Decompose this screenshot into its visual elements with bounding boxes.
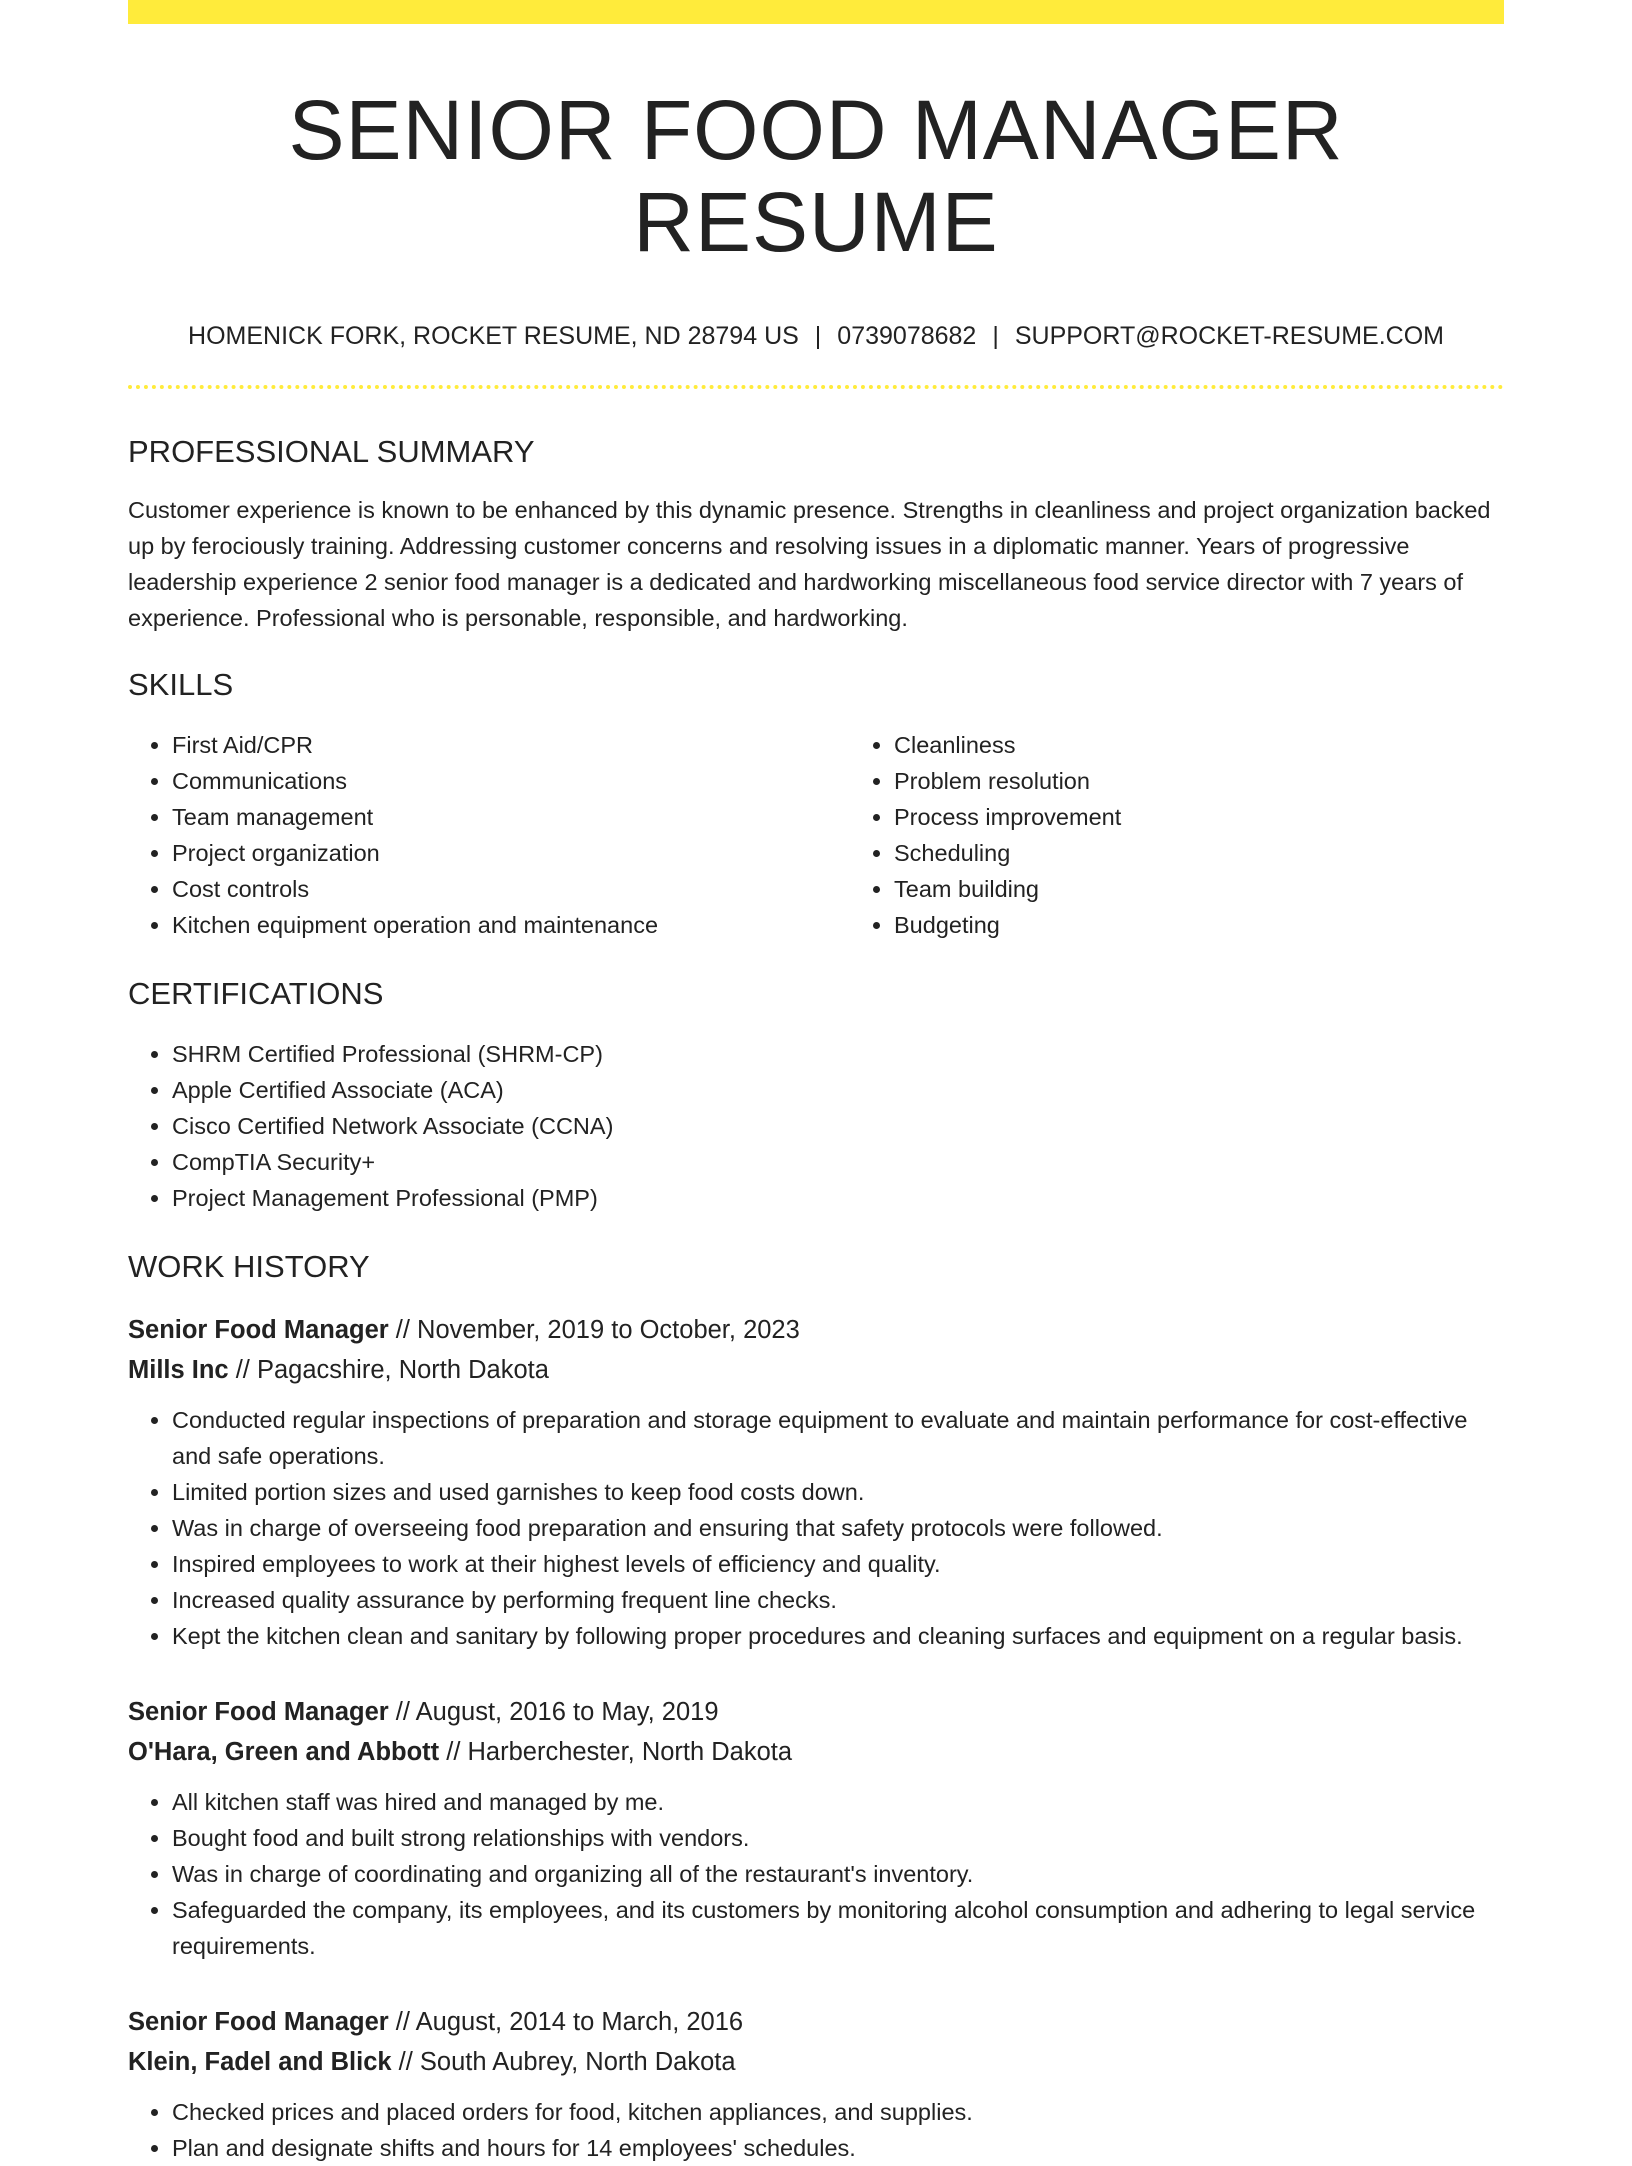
- list-item: • Inspired employees to work at their highest levels of efficiency and quality.: [172, 1546, 1504, 1582]
- list-item: • Plan and designate shifts and hours for 14 employees' schedules.: [172, 2130, 1504, 2166]
- job-entry: [128, 1692, 1504, 1964]
- certifications-heading: CERTIFICATIONS: [128, 976, 384, 1012]
- job-company: Mills Inc: [128, 1355, 229, 1384]
- list-item: • First Aid/CPR: [172, 727, 850, 763]
- job-dates: // August, 2016 to May, 2019: [388, 1697, 719, 1726]
- list-item: • Communications: [172, 763, 850, 799]
- contact-line: [128, 321, 1504, 351]
- list-item: • Team building: [894, 871, 1572, 907]
- list-item: • All kitchen staff was hired and managed by me.: [172, 1784, 1504, 1820]
- job-location: // South Aubrey, North Dakota: [391, 2047, 736, 2076]
- job-title: Senior Food Manager: [128, 1315, 389, 1344]
- contact-separator: |: [992, 321, 999, 350]
- job-company-line: [128, 2042, 1504, 2082]
- list-item: • Cost controls: [172, 871, 850, 907]
- list-item: • Problem resolution: [894, 763, 1572, 799]
- list-item: • Project organization: [172, 835, 850, 871]
- list-item: • Safeguarded the company, its employees, and its customers by monitoring alcohol consumption and adhering to legal service requirements.: [172, 1892, 1504, 1964]
- list-item: • Was in charge of overseeing food preparation and ensuring that safety protocols were followed.: [172, 1510, 1504, 1546]
- job-entry: [128, 2002, 1504, 2166]
- certifications-list: [128, 1036, 1504, 1216]
- contact-separator: |: [814, 321, 822, 350]
- skills-heading: SKILLS: [128, 666, 234, 702]
- job-company: O'Hara, Green and Abbott: [128, 1737, 440, 1766]
- list-item: • Cleanliness: [894, 727, 1572, 763]
- job-company-line: [128, 1732, 1504, 1772]
- list-item: • Conducted regular inspections of preparation and storage equipment to evaluate and maintain performance for cost-effective and safe operations.: [172, 1402, 1504, 1474]
- list-item: • Increased quality assurance by performing frequent line checks.: [172, 1582, 1504, 1618]
- job-title: Senior Food Manager: [128, 1697, 389, 1726]
- list-item: • Bought food and built strong relationships with vendors.: [172, 1820, 1504, 1856]
- list-item: • SHRM Certified Professional (SHRM-CP): [172, 1036, 1504, 1072]
- list-item: • Checked prices and placed orders for food, kitchen appliances, and supplies.: [172, 2094, 1504, 2130]
- contact-email[interactable]: SUPPORT@ROCKET-RESUME.COM: [1014, 321, 1444, 350]
- resume-page: [128, 0, 1504, 2166]
- list-item: • Limited portion sizes and used garnishes to keep food costs down.: [172, 1474, 1504, 1510]
- summary-heading: PROFESSIONAL SUMMARY: [128, 433, 535, 469]
- skills-list-left: [128, 727, 850, 943]
- list-item: • Project Management Professional (PMP): [172, 1180, 1504, 1216]
- work-history-heading: WORK HISTORY: [128, 1249, 370, 1285]
- job-dates: // August, 2014 to March, 2016: [388, 2007, 744, 2036]
- job-bullets: [128, 1784, 1504, 1964]
- skills-list-right: [850, 727, 1572, 943]
- job-dates: // November, 2019 to October, 2023: [388, 1315, 800, 1344]
- job-bullets: [128, 1402, 1504, 1654]
- summary-text: Customer experience is known to be enhanced by this dynamic presence. Strengths in cleanliness and project organization backed up by ferociously training. Addressing customer concerns and resolving issues in a diplomatic manner. Years of progressive leadership experience 2 senior food manager is a dedicated and hardworking miscellaneous food service director with 7 years of experience. Professional who is personable, responsible, and hardworking.: [128, 496, 1491, 631]
- list-item: • Was in charge of coordinating and organizing all of the restaurant's inventory.: [172, 1856, 1504, 1892]
- job-bullets: [128, 2094, 1504, 2166]
- list-item: • CompTIA Security+: [172, 1144, 1504, 1180]
- skills-columns: [128, 727, 1504, 943]
- contact-phone: 0739078682: [837, 321, 977, 350]
- list-item: • Kitchen equipment operation and maintenance: [172, 907, 850, 943]
- list-item: • Scheduling: [894, 835, 1572, 871]
- job-company-line: [128, 1350, 1504, 1390]
- job-title-line: [128, 1310, 1504, 1350]
- job-title: Senior Food Manager: [128, 2007, 389, 2036]
- job-location: // Pagacshire, North Dakota: [228, 1355, 549, 1384]
- resume-title: SENIOR FOOD MANAGER RESUME: [288, 83, 1344, 270]
- job-entry: [128, 1310, 1504, 1654]
- contact-address: HOMENICK FORK, ROCKET RESUME, ND 28794 US: [188, 321, 799, 350]
- list-item: • Cisco Certified Network Associate (CCNA): [172, 1108, 1504, 1144]
- dotted-divider: [128, 385, 1504, 389]
- list-item: • Apple Certified Associate (ACA): [172, 1072, 1504, 1108]
- list-item: • Team management: [172, 799, 850, 835]
- job-location: // Harberchester, North Dakota: [439, 1737, 793, 1766]
- list-item: • Kept the kitchen clean and sanitary by following proper procedures and cleaning surfaces and equipment on a regular basis.: [172, 1618, 1504, 1654]
- job-title-line: [128, 2002, 1504, 2042]
- job-company: Klein, Fadel and Blick: [128, 2047, 392, 2076]
- accent-bar: [128, 0, 1504, 24]
- job-title-line: [128, 1692, 1504, 1732]
- list-item: • Budgeting: [894, 907, 1572, 943]
- list-item: • Process improvement: [894, 799, 1572, 835]
